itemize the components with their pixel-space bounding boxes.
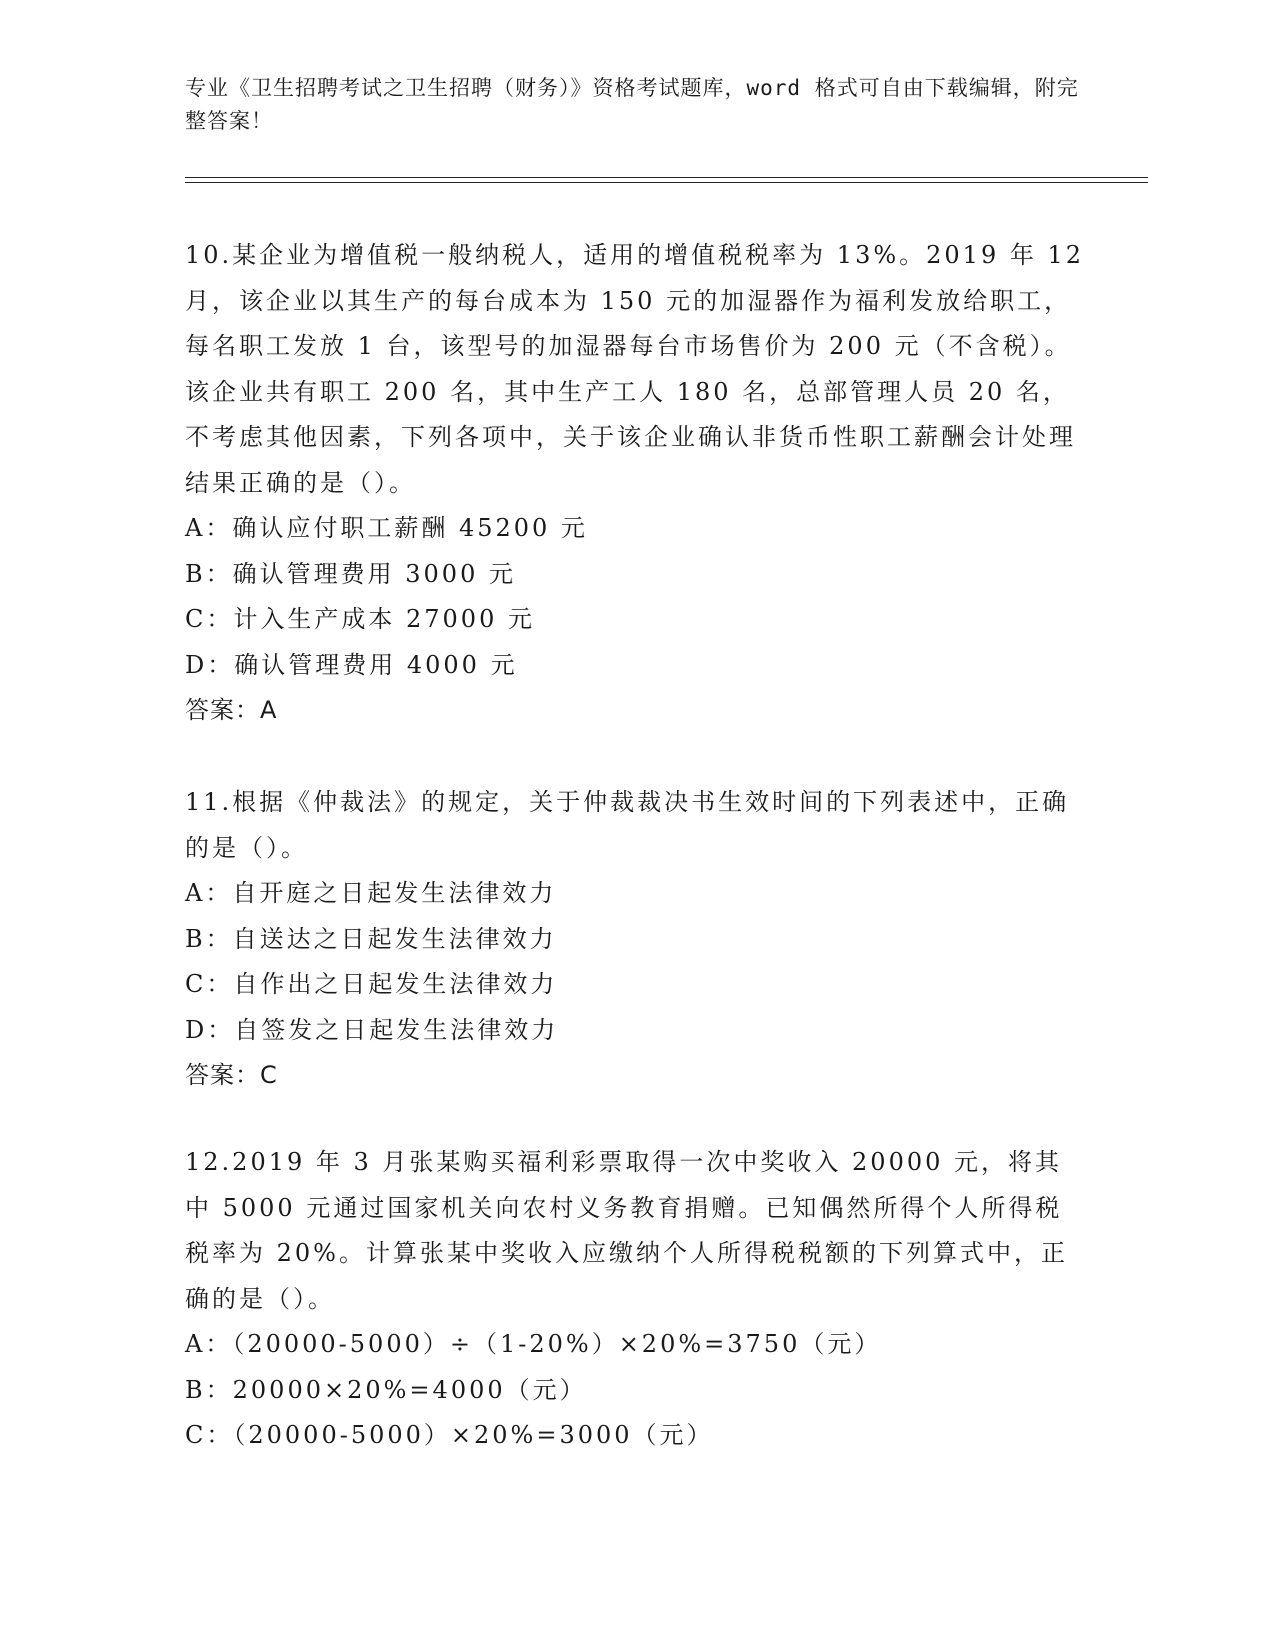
question-text: 10.某企业为增值税一般纳税人，适用的增值税税率为 13%。2019 年 12 月，该企业以其生产的每台成本为 150 元的加湿器作为福利发放给职工，每名职工发放 1 台，该型号的加湿器每台市场售价为 200 元（不含税）。该企业共有职工 200 名，其中生产工人 180 名，总部管理人员 20 名，不考虑其他因素，下列各项中，关于该企业确认非货币性职工薪酬会计处理结果正确的是（）。 <box>185 241 1085 497</box>
option-a: A：（20000-5000）÷（1-20%）×20%=3750（元） <box>185 1330 882 1358</box>
option-b: B：确认管理费用 3000 元 <box>185 559 516 588</box>
question-12 <box>185 1140 1085 1459</box>
header-rule-top <box>185 177 1148 178</box>
option-c: C：自作出之日起发生法律效力 <box>185 970 558 998</box>
question-11 <box>185 780 1085 1099</box>
question-10 <box>185 233 1085 734</box>
answer-line: 答案：A <box>185 696 278 724</box>
option-a: A：自开庭之日起发生法律效力 <box>185 879 557 907</box>
option-d: D：确认管理费用 4000 元 <box>185 650 518 679</box>
option-a: A：确认应付职工薪酬 45200 元 <box>185 514 588 542</box>
question-text: 12.2019 年 3 月张某购买福利彩票取得一次中奖收入 20000 元，将其中 5000 元通过国家机关向农村义务教育捐赠。已知偶然所得个人所得税税率为 20%。计算张某中奖收入应缴纳个人所得税税额的下列算式中，正确的是（）。 <box>185 1148 1068 1313</box>
document-header: 专业《卫生招聘考试之卫生招聘（财务）》资格考试题库，word 格式可自由下载编辑，附完整答案！ <box>185 76 1079 133</box>
answer-line: 答案：C <box>185 1061 278 1089</box>
header-rule-bottom <box>185 182 1148 183</box>
option-b: B：自送达之日起发生法律效力 <box>185 924 557 953</box>
option-c: C：（20000-5000）×20%=3000（元） <box>185 1421 714 1449</box>
option-d: D：自签发之日起发生法律效力 <box>185 1015 559 1044</box>
option-c: C：计入生产成本 27000 元 <box>185 605 535 633</box>
question-text: 11.根据《仲裁法》的规定，关于仲裁裁决书生效时间的下列表述中，正确的是（）。 <box>185 788 1070 862</box>
option-b: B：20000×20%=4000（元） <box>185 1375 587 1404</box>
